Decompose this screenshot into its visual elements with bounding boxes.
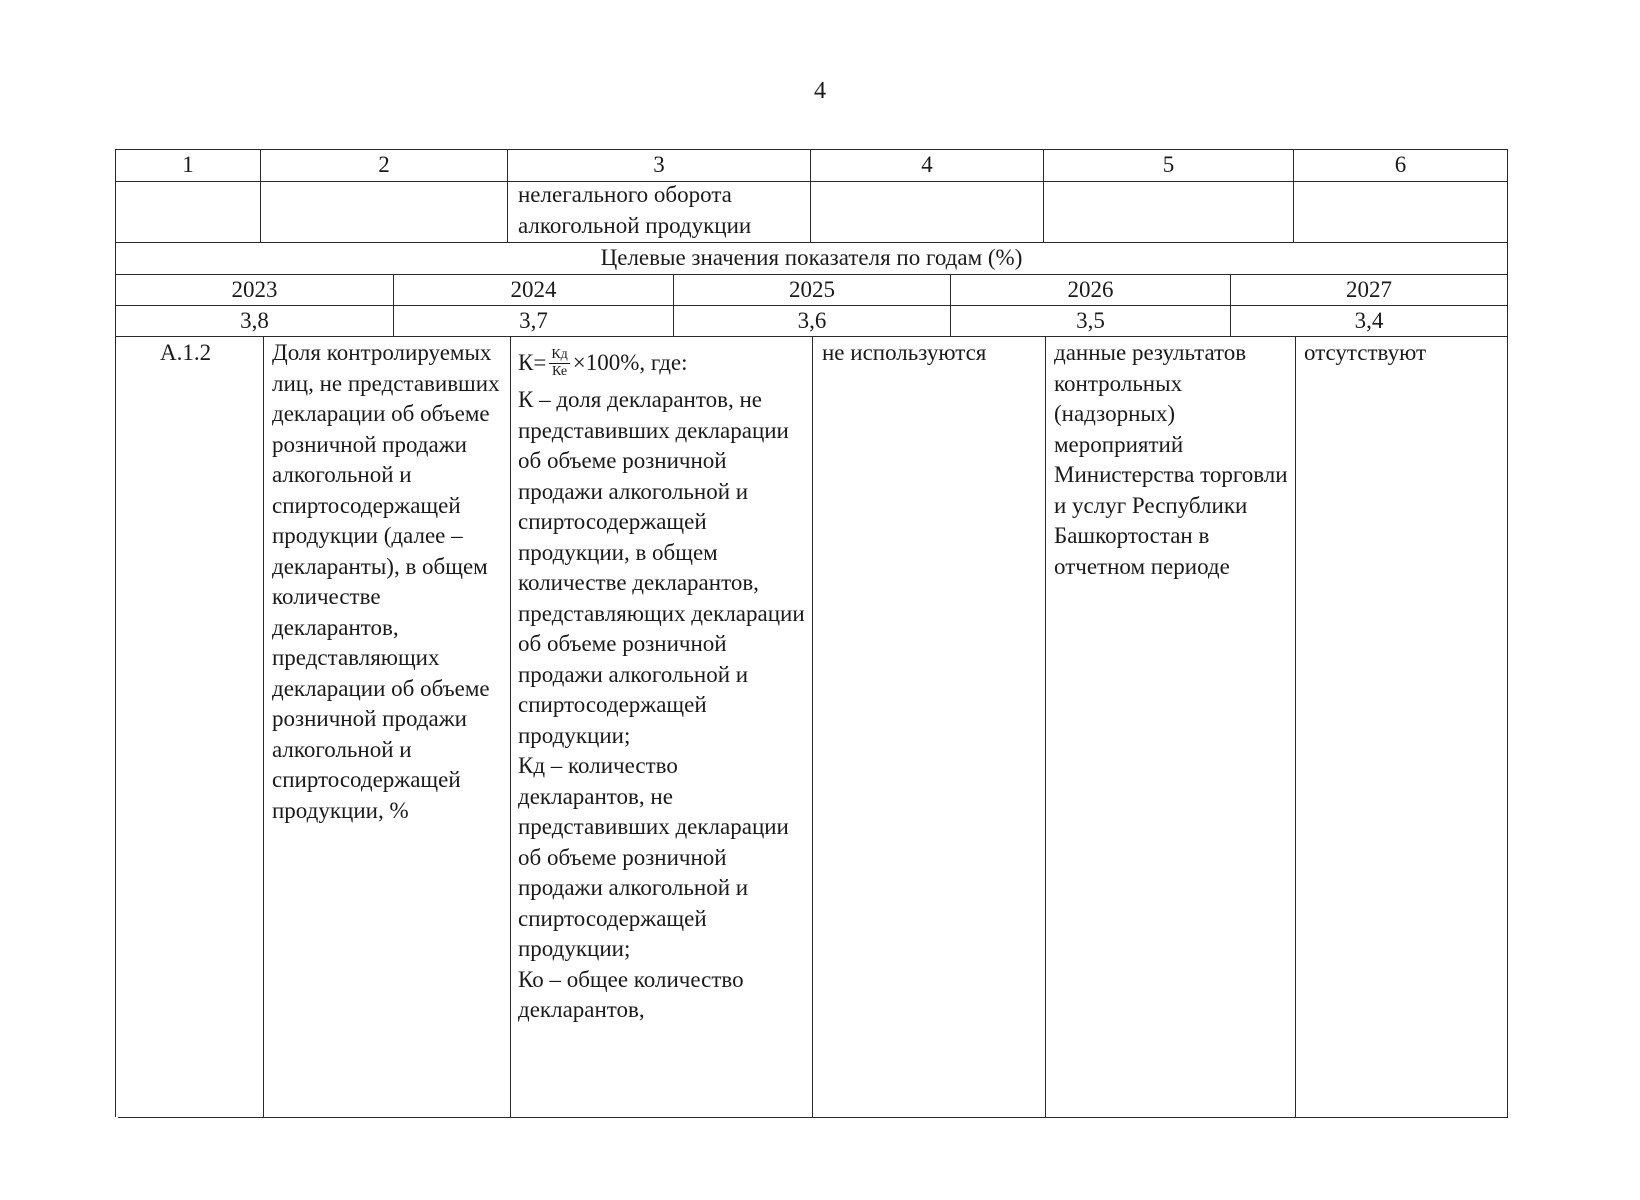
continuation-text [518,180,808,241]
formula-fraction [549,347,569,380]
column-header: 6 [1394,152,1407,177]
table-line [263,336,264,1117]
indicator-code: А.1.2 [160,340,212,365]
table-line [118,1117,1508,1118]
formula-lhs: К= [518,349,547,375]
table-line [812,336,813,1117]
formula-definition: Ко – общее количество декларантов, [518,966,744,1022]
formula-rhs: ×100%, где: [572,349,688,375]
table-line [115,181,1508,182]
indicator-formula-cell [518,341,806,1026]
table-line [510,336,511,1117]
year-cell: 2025 [789,277,835,302]
column-header: 3 [653,152,665,177]
target-value-cell: 3,5 [1076,308,1105,333]
year-cell: 2027 [1346,277,1392,302]
table-line [1295,336,1296,1117]
year-cell: 2026 [1067,277,1114,302]
targets-title: Целевые значения показателя по годам (%) [600,245,1023,270]
target-value-cell: 3,6 [797,308,827,333]
column-header: 4 [921,152,933,177]
formula-numerator: Кд [551,346,568,362]
indicator-name: Доля контролируемых лиц, не представивших декларации об объеме розничной продажи алкогольной и спиртосодержащей продукции (далее – декларанты), в общем количестве декларантов, представляющих декларации об объеме розничной продажи алкогольной и спиртосодержащей продукции, % [272,340,500,823]
data-provider-cell: данные результатов контрольных (надзорных) мероприятий Министерства торговли и услуг Республики Башкортостан в отчетном периоде [1054,340,1288,579]
formula-denominator: Ке [552,363,568,379]
target-value-cell: 3,7 [519,308,548,333]
table-line [1045,336,1046,1117]
target-value-cell: 3,4 [1354,308,1384,333]
column-header: 5 [1162,152,1175,177]
table-line [1507,149,1508,1117]
column-header: 1 [182,152,194,177]
page-number: 4 [814,78,826,104]
year-cell: 2023 [231,277,278,302]
indicator-formula [518,341,688,385]
year-cell: 2024 [510,277,557,302]
formula-definition: Кд – количество декларантов, не представивших декларации об объеме розничной продажи алкогольной и спиртосодержащей продукции; [518,753,789,961]
notes-cell: отсутствуют [1304,340,1427,365]
column-header: 2 [378,152,390,177]
continuation-line: алкогольной продукции [518,212,752,238]
formula-definition: К – доля декларантов, не представивших декларации об объеме розничной продажи алкогольной и спиртосодержащей продукции, в общем количестве декларантов, представляющих декларации об объеме розничной продажи алкогольной и спиртосодержащей продукции; [518,387,805,748]
data-source-cell: не используются [822,340,987,365]
target-value-cell: 3,8 [240,308,269,333]
continuation-line: нелегального оборота [518,182,732,207]
